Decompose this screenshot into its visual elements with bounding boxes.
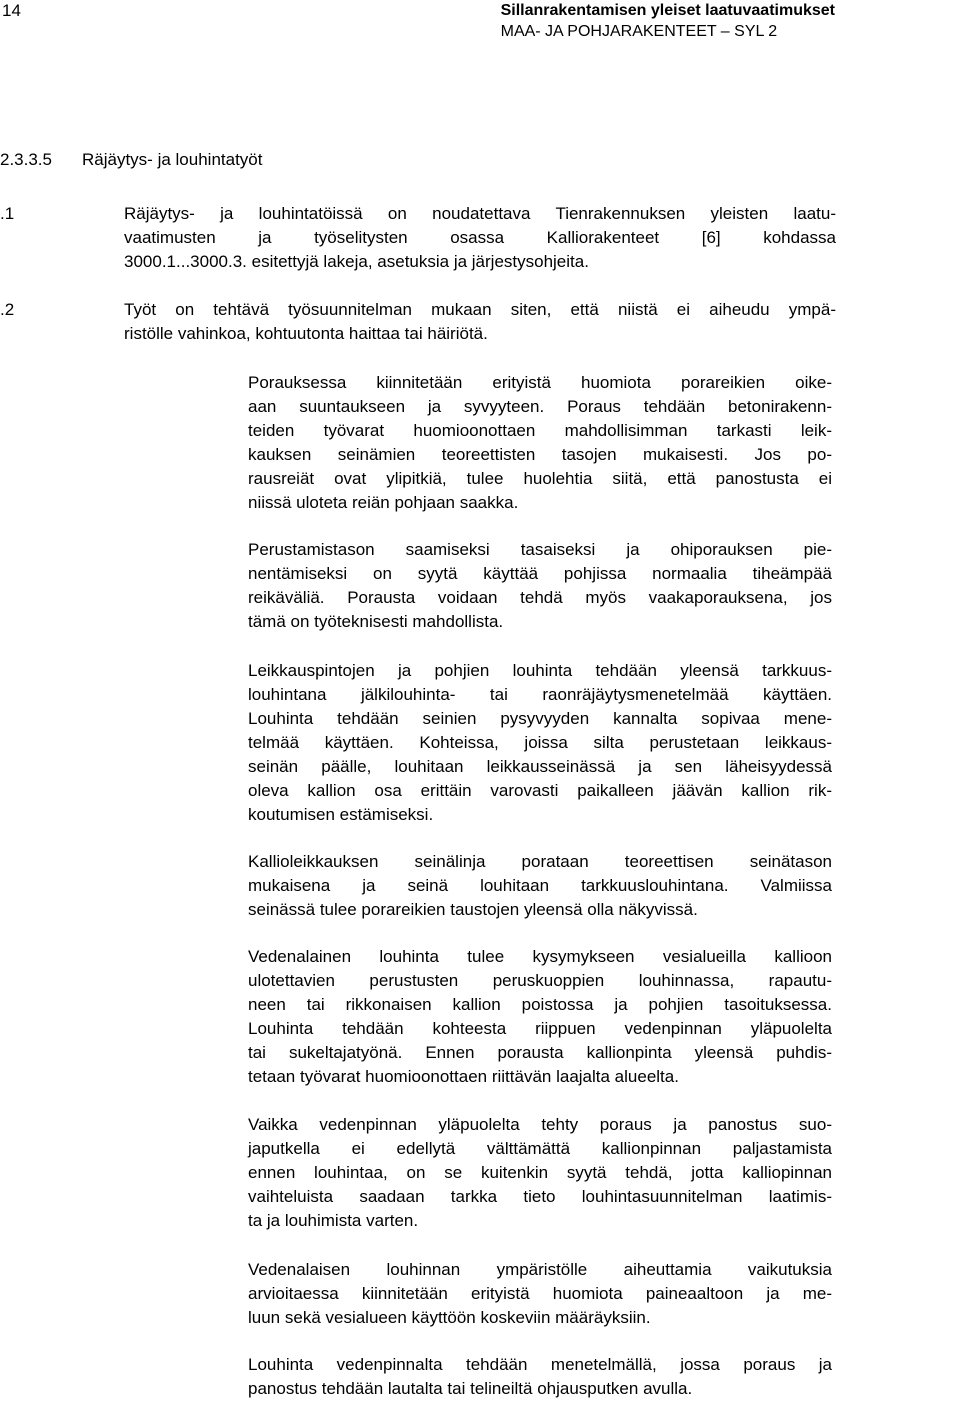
text-line: seinässä tulee porareikien taustojen yleensä olla näkyvissä. [248,900,698,919]
text-line: Kallioleikkauksen seinälinja porataan teoreettisen seinätason [248,852,832,871]
list-item [124,298,836,346]
text-line: neen tai rikkonaisen kallion poistossa ja pohjien tasoituksessa. [248,995,832,1014]
text-line: aan suuntaukseen ja syvyyteen. Poraus tehdään betonirakenn- [248,397,832,416]
text-line: tämä on työteknisesti mahdollista. [248,612,504,631]
section-number: 2.3.3.5 [0,150,52,169]
text-line: Leikkauspintojen ja pohjien louhinta tehdään yleensä tarkkuus- [248,661,832,680]
text-line: panostus tehdään lautalta tai telineiltä ohjausputken avulla. [248,1379,693,1398]
text-line: luun sekä vesialueen käyttöön koskeviin määräyksiin. [248,1308,651,1327]
text-line: Vedenalaisen louhinnan ympäristölle aiheuttamia vaikutuksia [248,1260,832,1279]
paragraph [248,371,832,515]
text-line: niissä uloteta reiän pohjaan saakka. [248,493,519,512]
text-line: Louhinta vedenpinnalta tehdään menetelmällä, jossa poraus ja [248,1355,832,1374]
text-line: vaihteluista saadaan tarkka tieto louhintasuunnitelman laatimis- [248,1187,832,1206]
text-line: Porauksessa kiinnitetään erityistä huomiota porareikien oike- [248,373,832,392]
text-line: Työt on tehtävä työsuunnitelman mukaan siten, että niistä ei aiheudu ympä- [124,300,836,319]
section-title: Räjäytys- ja louhintatyöt [82,150,263,169]
text-line: ulotettavien perustusten peruskuoppien louhinnassa, rapautu- [248,971,832,990]
text-line: rausreiät ovat ylipitkiä, tulee huolehtia siitä, että panostusta ei [248,469,832,488]
text-line: Vedenalainen louhinta tulee kysymykseen vesialueilla kallioon [248,947,832,966]
text-line: tai sukeltajatyönä. Ennen porausta kallionpinta yleensä puhdis- [248,1043,832,1062]
item-marker: .2 [0,300,15,319]
text-line: teiden työvarat huomioonottaen mahdollisimman tarkasti leik- [248,421,832,440]
text-line: ta ja louhimista varten. [248,1211,419,1230]
header-title: Sillanrakentamisen yleiset laatuvaatimukset [500,2,835,19]
header-subtitle: MAA- JA POHJARAKENTEET – SYL 2 [500,23,778,40]
text-line: ristölle vahinkoa, kohtuutonta haittaa tai häiriötä. [124,324,488,343]
text-line: kauksen seinämien teoreettisten tasojen mukaisesti. Jos po- [248,445,832,464]
text-line: oleva kallion osa erittäin varovasti paikalleen jäävän kallion rik- [248,781,832,800]
running-header [501,0,835,42]
text-line: 3000.1...3000.3. esitettyjä lakeja, asetuksia ja järjestysohjeita. [124,252,589,271]
text-line: Louhinta tehdään kohteesta riippuen vedenpinnan yläpuolelta [248,1019,832,1038]
text-line: tetaan työvarat huomioonottaen riittävän laajalta alueelta. [248,1067,679,1086]
paragraph [248,850,832,922]
text-line: seinän päälle, louhitaan leikkausseinässä ja sen läheisyydessä [248,757,832,776]
text-line: Vaikka vedenpinnan yläpuolelta tehty poraus ja panostus suo- [248,1115,832,1134]
paragraph [248,659,832,827]
paragraph [248,1353,832,1401]
paragraph [248,1258,832,1330]
list-item [124,202,836,274]
text-line: vaatimusten ja työselitysten osassa Kalliorakenteet [6] kohdassa [124,228,836,247]
paragraph [248,1113,832,1233]
paragraph [248,945,832,1089]
text-line: Louhinta tehdään seinien pysyvyyden kannalta sopivaa mene- [248,709,832,728]
text-line: arvioitaessa kiinnitetään erityistä huomiota paineaaltoon ja me- [248,1284,832,1303]
text-line: ennen louhintaa, on se kuitenkin syytä tehdä, jotta kalliopinnan [248,1163,832,1182]
item-marker: .1 [0,204,15,223]
section-heading [0,149,262,171]
text-line: louhintana jälkilouhinta- tai raonräjäytysmenetelmää käyttäen. [248,685,832,704]
text-line: Perustamistason saamiseksi tasaiseksi ja ohiporauksen pie- [248,540,832,559]
text-line: mukaisena ja seinä louhitaan tarkkuuslouhintana. Valmiissa [248,876,832,895]
text-line: telmää käyttäen. Kohteissa, joissa silta perustetaan leikkaus- [248,733,832,752]
text-line: reikäväliä. Porausta voidaan tehdä myös vaakaporauksena, jos [248,588,832,607]
text-line: koutumisen estämiseksi. [248,805,434,824]
text-line: nentämiseksi on syytä käyttää pohjissa normaalia tiheämpää [248,564,832,583]
text-line: japutkella ei edellytä välttämättä kallionpinnan paljastamista [248,1139,832,1158]
page-number: 14 [2,1,21,20]
text-line: Räjäytys- ja louhintatöissä on noudatettava Tienrakennuksen yleisten laatu- [124,204,836,223]
paragraph [248,538,832,634]
